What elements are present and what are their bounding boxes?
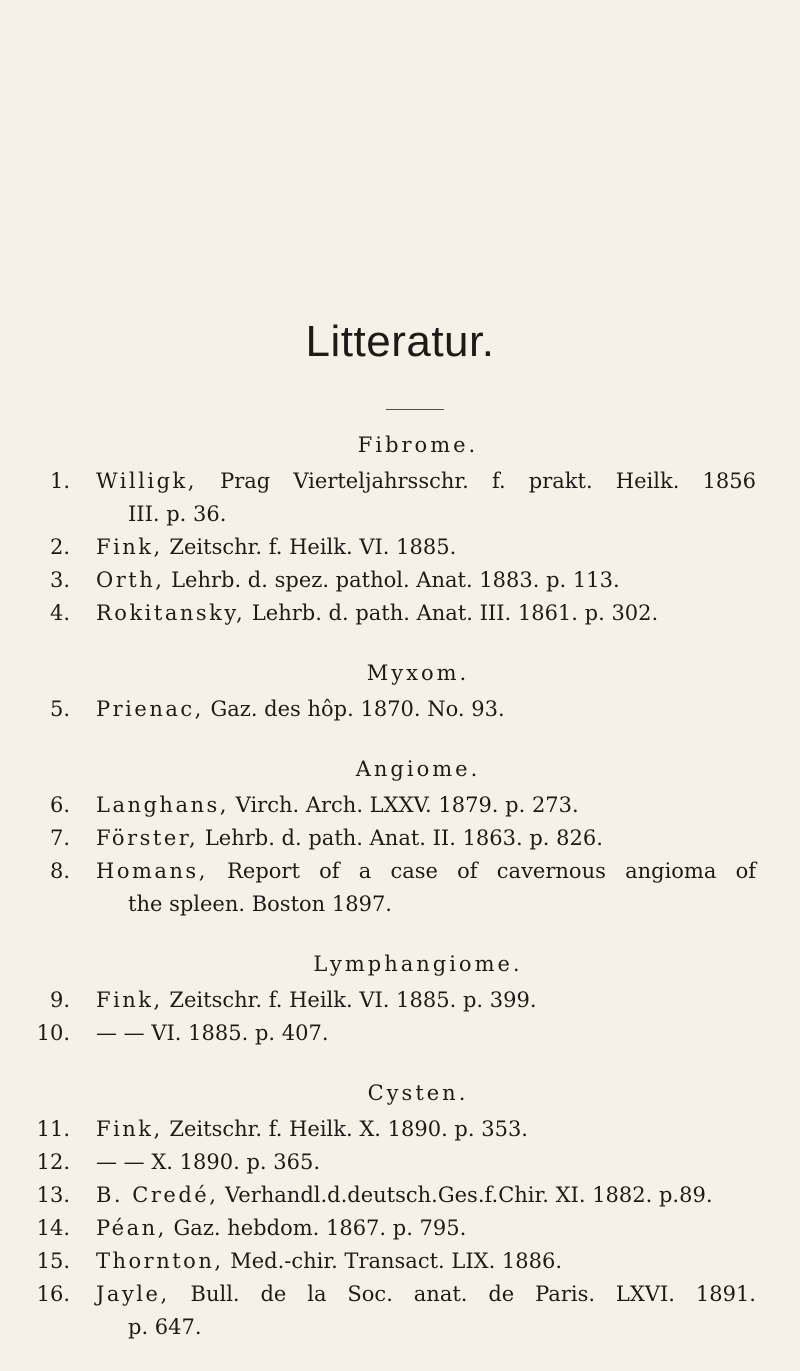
page-title: Litteratur. bbox=[305, 317, 495, 366]
list-item bbox=[0, 1179, 800, 1212]
entry-author: Péan, bbox=[96, 1216, 167, 1240]
section-gap bbox=[0, 630, 800, 653]
entry-continuation: III. p. 36. bbox=[128, 502, 227, 526]
entry-citation: Lehrb. d. path. Anat. III. 1861. p. 302. bbox=[245, 601, 659, 625]
entry-citation: Prag Vierteljahrsschr. f. prakt. Heilk. 1856 bbox=[196, 469, 756, 493]
section-heading: Fibrome. bbox=[357, 433, 479, 457]
section-heading: Lymphangiome. bbox=[313, 952, 523, 976]
entry-number: 3. bbox=[49, 568, 70, 592]
list-item bbox=[0, 855, 800, 921]
entry-text bbox=[96, 984, 800, 1017]
list-item bbox=[0, 1245, 800, 1278]
list-item bbox=[0, 789, 800, 822]
entry-number: 2. bbox=[49, 535, 70, 559]
entry-text bbox=[96, 465, 756, 498]
entry-number: 8. bbox=[49, 859, 70, 883]
section-gap bbox=[0, 1050, 800, 1073]
entry-number: 7. bbox=[49, 826, 70, 850]
entry-author: Förster, bbox=[96, 826, 199, 850]
entry-continuation: p. 647. bbox=[128, 1315, 202, 1339]
entry-author: Willigk, bbox=[96, 469, 197, 493]
section-heading: Angiome. bbox=[355, 757, 481, 781]
entry-number: 14. bbox=[36, 1216, 70, 1240]
entry-text bbox=[96, 597, 800, 630]
list-item bbox=[0, 1146, 800, 1179]
entry-citation: Zeitschr. f. Heilk. X. 1890. p. 353. bbox=[162, 1117, 528, 1141]
entry-citation: Lehrb. d. spez. pathol. Anat. 1883. p. 113. bbox=[164, 568, 620, 592]
entry-author: Orth, bbox=[96, 568, 165, 592]
list-item bbox=[0, 465, 800, 531]
entry-text bbox=[96, 1146, 800, 1179]
entry-author: Jayle, bbox=[96, 1282, 170, 1306]
list-item bbox=[0, 1017, 800, 1050]
entry-author: Fink, bbox=[96, 988, 163, 1012]
entry-author: Rokitansky, bbox=[96, 601, 246, 625]
entry-number: 9. bbox=[49, 988, 70, 1012]
entry-author: B. Credé, bbox=[96, 1183, 219, 1207]
entry-citation: Gaz. hebdom. 1867. p. 795. bbox=[166, 1216, 467, 1240]
list-item bbox=[0, 531, 800, 564]
section-heading: Cysten. bbox=[367, 1081, 469, 1105]
entry-citation: Verhandl.d.deutsch.Ges.f.Chir. XI. 1882. p.89. bbox=[218, 1183, 713, 1207]
entry-author: Fink, bbox=[96, 1117, 163, 1141]
entry-continuation: the spleen. Boston 1897. bbox=[128, 892, 392, 916]
section-gap bbox=[0, 921, 800, 944]
entry-text bbox=[96, 531, 800, 564]
entry-number: 1. bbox=[49, 469, 70, 493]
entry-author: Langhans, bbox=[96, 793, 229, 817]
entry-number: 16. bbox=[36, 1282, 70, 1306]
entry-text bbox=[96, 1278, 756, 1311]
entry-text bbox=[96, 855, 756, 888]
entry-number: 12. bbox=[36, 1150, 70, 1174]
entry-number: 6. bbox=[49, 793, 70, 817]
entry-text bbox=[96, 1245, 800, 1278]
entry-citation: Zeitschr. f. Heilk. VI. 1885. p. 399. bbox=[162, 988, 537, 1012]
entry-citation: — — VI. 1885. p. 407. bbox=[96, 1021, 329, 1045]
entry-citation: Med.-chir. Transact. LIX. 1886. bbox=[223, 1249, 563, 1273]
entry-citation: Zeitschr. f. Heilk. VI. 1885. bbox=[162, 535, 457, 559]
list-item bbox=[0, 1212, 800, 1245]
title-divider bbox=[386, 409, 444, 410]
entry-number: 4. bbox=[49, 601, 70, 625]
entry-text bbox=[96, 1017, 800, 1050]
list-item bbox=[0, 564, 800, 597]
entry-author: Prienac, bbox=[96, 697, 204, 721]
list-item bbox=[0, 597, 800, 630]
entry-author: Homans, bbox=[96, 859, 208, 883]
entry-author: Thornton, bbox=[96, 1249, 224, 1273]
entry-citation: — — X. 1890. p. 365. bbox=[96, 1150, 320, 1174]
list-item bbox=[0, 693, 800, 726]
section-heading: Myxom. bbox=[366, 661, 470, 685]
entry-citation: Bull. de la Soc. anat. de Paris. LXVI. 1891. bbox=[169, 1282, 756, 1306]
entry-text bbox=[96, 1212, 800, 1245]
entry-number: 13. bbox=[36, 1183, 70, 1207]
entry-citation: Virch. Arch. LXXV. 1879. p. 273. bbox=[228, 793, 579, 817]
entry-text bbox=[96, 789, 800, 822]
bibliography bbox=[0, 425, 800, 1344]
entry-number: 5. bbox=[49, 697, 70, 721]
entry-number: 10. bbox=[36, 1021, 70, 1045]
entry-number: 15. bbox=[36, 1249, 70, 1273]
section-gap bbox=[0, 726, 800, 749]
entry-text bbox=[96, 564, 800, 597]
entry-author: Fink, bbox=[96, 535, 163, 559]
list-item bbox=[0, 822, 800, 855]
entry-text bbox=[96, 1113, 800, 1146]
list-item bbox=[0, 1113, 800, 1146]
entry-citation: Lehrb. d. path. Anat. II. 1863. p. 826. bbox=[198, 826, 603, 850]
entry-citation: Gaz. des hôp. 1870. No. 93. bbox=[203, 697, 505, 721]
entry-text bbox=[96, 1179, 800, 1212]
entry-text bbox=[96, 822, 800, 855]
list-item bbox=[0, 1278, 800, 1344]
entry-text bbox=[96, 693, 800, 726]
entry-number: 11. bbox=[36, 1117, 70, 1141]
entry-citation: Report of a case of cavernous angioma of bbox=[207, 859, 756, 883]
list-item bbox=[0, 984, 800, 1017]
